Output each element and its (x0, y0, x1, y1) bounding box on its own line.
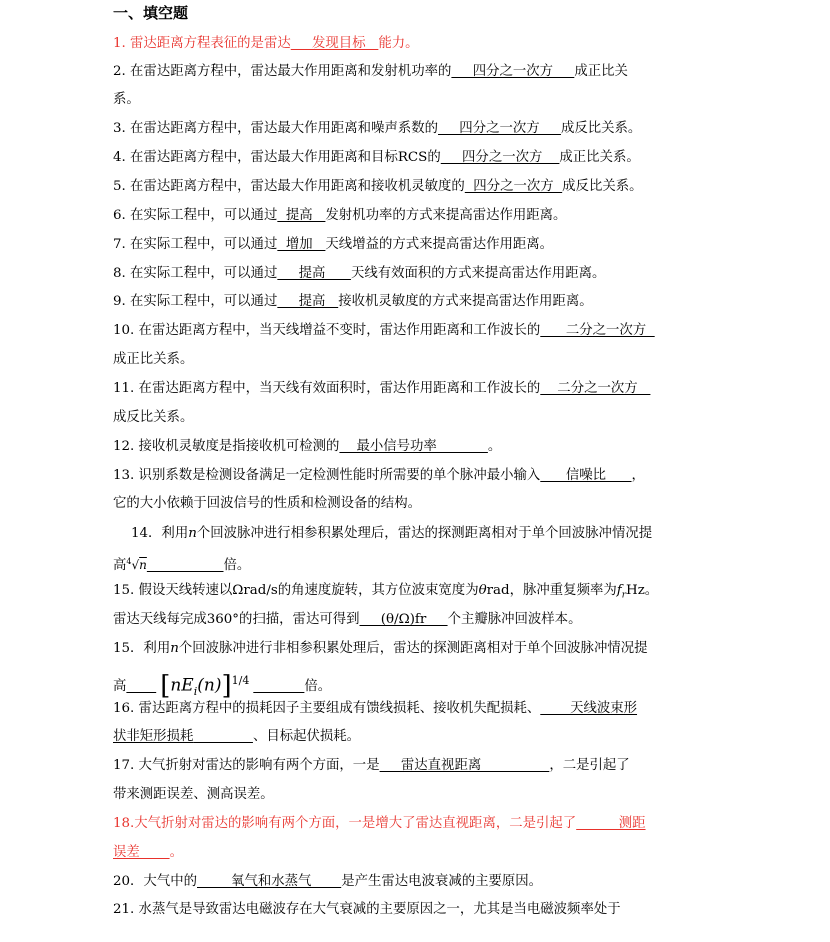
question-line-q5 (113, 177, 643, 197)
question-text: 12. 接收机灵敏度是指接收机可检测的 (113, 439, 340, 454)
question-text: 成正比关 (574, 64, 628, 79)
question-line-q11a (113, 379, 650, 399)
question-line-q8 (113, 264, 605, 284)
question-text: 5. 在雷达距离方程中，雷达最大作用距离和接收机灵敏度的 (113, 179, 465, 194)
question-15b-line-1: 15．利用n个回波脉冲进行非相参积累处理后，雷达的探测距离相对于单个回波脉冲情况提 (113, 641, 648, 656)
answer-blank (193, 729, 253, 744)
question-text: 20．大气中的 (113, 874, 197, 889)
question-text: 。 (487, 439, 502, 454)
question-text: ， (631, 468, 645, 483)
answer-blank: 四分之一次方 (438, 121, 561, 136)
question-line-q2a (113, 62, 628, 82)
answer-blank: 状非矩形损耗 (113, 729, 194, 744)
answer-blank: 提高 (277, 266, 351, 281)
question-text: 3. 在雷达距离方程中，雷达最大作用距离和噪声系数的 (113, 121, 439, 136)
question-text: 发射机功率的方式来提高雷达作用距离。 (325, 208, 567, 223)
answer-blank: 四分之一次方 (451, 64, 575, 79)
answer-blank: 测距 (576, 816, 646, 831)
answer-blank: 氧气和水蒸气 (197, 874, 342, 889)
question-text: 4. 在雷达距离方程中，雷达最大作用距离和目标RCS的 (113, 150, 441, 165)
question-text: 接收机灵敏度的方式来提高雷达作用距离。 (338, 294, 593, 309)
question-line-q10a (113, 321, 655, 341)
question-text: 带来测距误差、测高误差。 (113, 787, 274, 802)
question-line-q12 (113, 437, 501, 457)
question-text: 7. 在实际工程中，可以通过 (113, 237, 278, 252)
question-text: 成正比关系。 (559, 150, 640, 165)
question-line-q7 (113, 235, 553, 255)
question-line-q1 (113, 34, 419, 54)
question-line-q16a (113, 699, 637, 719)
question-text: 能力。 (378, 36, 419, 51)
question-line-q6 (113, 206, 566, 226)
question-text: 10. 在雷达距离方程中，当天线增益不变时，雷达作用距离和工作波长的 (113, 323, 541, 338)
answer-blank: 二分之一次方 (540, 323, 655, 338)
question-line-q9 (113, 292, 593, 312)
question-line-q18b (113, 843, 183, 863)
question-15a-line-2: 雷达天线每完成360°的扫描，雷达可得到 (θ/Ω)fr 个主瓣脉冲回波样本。 (113, 612, 582, 627)
question-line-q20 (113, 872, 542, 892)
question-line-q18a (113, 814, 646, 834)
question-text: 13. 识别系数是检测设备满足一定检测性能时所需要的单个脉冲最小输入 (113, 468, 541, 483)
question-text: 2. 在雷达距离方程中，雷达最大作用距离和发射机功率的 (113, 64, 452, 79)
question-text: 成反比关系。 (113, 410, 194, 425)
answer-blank: 天线波束形 (540, 701, 638, 716)
answer-blank: 四分之一次方 (464, 179, 563, 194)
question-text: ，二是引起了 (549, 758, 630, 773)
question-text: 成反比关系。 (560, 121, 642, 136)
answer-blank: 最小信号功率 (339, 439, 488, 454)
question-text: 6. 在实际工程中，可以通过 (113, 208, 278, 223)
question-text: 它的大小依赖于回波信号的性质和检测设备的结构。 (113, 496, 421, 511)
question-line-q13a (113, 466, 645, 486)
question-text: 。 (169, 845, 183, 860)
question-line-q11b (113, 408, 193, 428)
question-text: 18.大气折射对雷达的影响有两个方面，一是增大了雷达直视距离，二是引起了 (113, 816, 577, 831)
question-line-q17a (113, 756, 630, 776)
question-text: 系。 (113, 92, 140, 107)
question-text: 成反比关系。 (562, 179, 643, 194)
question-text: 21. 水蒸气是导致雷达电磁波存在大气衰减的主要原因之一，尤其是当电磁波频率处于 (113, 902, 621, 917)
question-text: 天线有效面积的方式来提高雷达作用距离。 (350, 266, 606, 281)
question-line-q10b (113, 350, 193, 370)
question-text: 16. 雷达距离方程中的损耗因子主要组成有馈线损耗、接收机失配损耗、 (113, 701, 541, 716)
answer-blank: 二分之一次方 (540, 381, 651, 396)
question-text: 1. 雷达距离方程表征的是雷达 (113, 36, 291, 51)
section-heading: 一、填空题 (113, 4, 189, 22)
question-line-q13b (113, 494, 421, 514)
question-text: 9. 在实际工程中，可以通过 (113, 294, 278, 309)
question-15a-line-1: 15. 假设天线转速以Ωrad/s的角速度旋转，其方位波束宽度为θrad，脉冲重复频率为$f_rHz$。 (113, 583, 659, 601)
answer-blank: 提高 (277, 208, 326, 223)
question-line-q2b (113, 90, 140, 110)
question-text: 8. 在实际工程中，可以通过 (113, 266, 278, 281)
question-line-q17b (113, 785, 274, 805)
question-line-q21 (113, 900, 621, 920)
question-15b-line-2: 高 $[nE_i(n)]^{1/4}$ 倍。 (113, 664, 331, 709)
nth-root-formula: $^4$√n (126, 557, 147, 572)
question-14-line-2: 高$^4$√n 倍。 (113, 557, 251, 573)
question-line-q3 (113, 119, 641, 139)
answer-blank: 雷达直视距离 (379, 758, 550, 773)
answer-blank: 误差 (113, 845, 170, 860)
noncoherent-formula: $[nE_i(n)]^{1/4}$ (160, 671, 250, 702)
question-text: 、目标起伏损耗。 (252, 729, 361, 744)
question-text: 是产生雷达电波衰减的主要原因。 (341, 874, 543, 889)
question-text: 17. 大气折射对雷达的影响有两个方面，一是 (113, 758, 380, 773)
answer-blank: 信噪比 (540, 468, 632, 483)
question-text: 成正比关系。 (113, 352, 194, 367)
answer-blank: (θ/Ω)fr (359, 612, 448, 627)
answer-blank: 增加 (277, 237, 326, 252)
answer-blank: 提高 (277, 294, 339, 309)
answer-blank: 发现目标 (290, 36, 379, 51)
question-line-q16b (113, 727, 360, 747)
question-text: 天线增益的方式来提高雷达作用距离。 (325, 237, 554, 252)
question-text: 11. 在雷达距离方程中，当天线有效面积时，雷达作用距离和工作波长的 (113, 381, 541, 396)
answer-blank: 四分之一次方 (440, 150, 560, 165)
question-line-q4 (113, 148, 640, 168)
question-14-line-1: 14．利用n个回波脉冲进行相参积累处理后，雷达的探测距离相对于单个回波脉冲情况提 (131, 526, 653, 541)
